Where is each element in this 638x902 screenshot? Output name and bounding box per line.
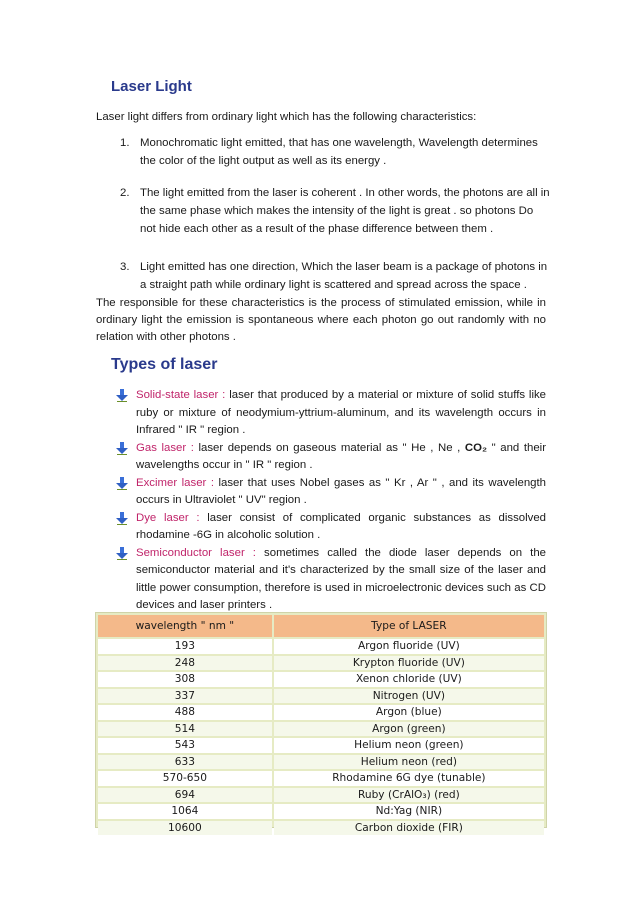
list-text: Light emitted has one direction, Which the laser beam is a package of photons in a straight path while ordinary light is scattered and spread across the space . [140, 261, 548, 291]
table-row [98, 755, 544, 770]
list-item [116, 387, 546, 440]
table-row [98, 738, 544, 753]
laser-wavelength-table [95, 612, 547, 834]
laser-type-description: laser that uses Nobel gases as " Kr , Ar " , and its wavelength occurs in Ultraviolet " UV" region . [136, 476, 547, 506]
laser-type-cell: Rhodamine 6G dye (tunable) [274, 771, 544, 786]
list-number: 3. [120, 261, 130, 273]
laser-type-description: sometimes called the diode laser depends on the semiconductor material and it's characterized by the small size of the laser and little power consumption, therefore is used in microelectronic devices such as CD devices and laser printers . [136, 546, 546, 611]
list-item [120, 184, 550, 238]
laser-type-term: Gas laser : [136, 441, 194, 454]
body-paragraph: The responsible for these characteristics is the process of stimulated emission, while in ordinary light the emission is spontaneous where each photon go out randomly with no relation with other photons . [96, 297, 546, 343]
wavelength-cell: 308 [98, 672, 272, 687]
wavelength-cell: 694 [98, 788, 272, 803]
table-row [98, 804, 544, 819]
list-item [120, 134, 550, 170]
list-item [116, 510, 546, 545]
down-arrow-bullet-icon [116, 477, 128, 490]
laser-type-term: Excimer laser : [136, 476, 214, 489]
laser-type-term: Solid-state laser : [136, 389, 226, 401]
table-row [98, 672, 544, 687]
table-row [98, 639, 544, 654]
laser-type-term: Semiconductor laser : [136, 546, 256, 559]
laser-type-cell: Krypton fluoride (UV) [274, 656, 544, 671]
table-row [98, 705, 544, 720]
table-row [98, 656, 544, 671]
laser-type-cell: Nd:Yag (NIR) [274, 804, 544, 819]
laser-type-cell: Carbon dioxide (FIR) [274, 821, 544, 836]
wavelength-cell: 543 [98, 738, 272, 753]
list-number: 1. [120, 137, 130, 149]
table-row [98, 771, 544, 786]
table-row [98, 722, 544, 737]
table-header-wavelength: wavelength " nm " [98, 615, 272, 637]
list-item [116, 440, 546, 475]
laser-type-term: Dye laser : [136, 511, 200, 524]
list-item [120, 258, 550, 294]
wavelength-cell: 570-650 [98, 771, 272, 786]
laser-type-cell: Nitrogen (UV) [274, 689, 544, 704]
down-arrow-bullet-icon [116, 389, 128, 402]
laser-type-description: laser depends on gaseous material as " He , Ne , [193, 441, 465, 454]
down-arrow-bullet-icon [116, 512, 128, 525]
wavelength-cell: 337 [98, 689, 272, 704]
wavelength-cell: 633 [98, 755, 272, 770]
wavelength-cell: 514 [98, 722, 272, 737]
laser-type-description: laser that produced by a material or mixture of solid stuffs like ruby or mixture of neodymium-yttrium-aluminum, and its wavelength occurs in Infrared " IR " region . [136, 389, 547, 436]
list-item [116, 545, 546, 615]
list-number: 2. [120, 187, 130, 199]
table-header-type: Type of LASER [274, 615, 544, 637]
section-heading: Types of laser [111, 356, 218, 373]
wavelength-cell: 248 [98, 656, 272, 671]
characteristics-list [120, 134, 550, 308]
table-row [98, 788, 544, 803]
list-item [116, 475, 546, 510]
wavelength-cell: 1064 [98, 804, 272, 819]
list-text: The light emitted from the laser is coherent . In other words, the photons are all in the same phase which makes the intensity of the light is great . so photons Do not hide each other as a result of the phase difference between them . [140, 187, 550, 235]
laser-type-cell: Ruby (CrAlO₃) (red) [274, 788, 544, 803]
wavelength-cell: 10600 [98, 821, 272, 836]
laser-type-cell: Argon fluoride (UV) [274, 639, 544, 654]
laser-types-list [116, 387, 546, 615]
laser-type-cell: Argon (green) [274, 722, 544, 737]
page-title: Laser Light [111, 78, 192, 95]
down-arrow-bullet-icon [116, 442, 128, 455]
list-text: Monochromatic light emitted, that has one wavelength, Wavelength determines the color of the light output as well as its energy . [140, 137, 538, 167]
wavelength-cell: 193 [98, 639, 272, 654]
co2-formula: CO₂ [464, 441, 488, 454]
laser-type-description: " and their wavelengths occur in " IR " region . [136, 441, 546, 471]
down-arrow-bullet-icon [116, 547, 128, 560]
laser-type-cell: Helium neon (green) [274, 738, 544, 753]
laser-type-cell: Xenon chloride (UV) [274, 672, 544, 687]
laser-type-description: laser consist of complicated organic substances as dissolved rhodamine -6G in alcoholic solution . [136, 511, 546, 541]
intro-text: Laser light differs from ordinary light which has the following characteristics: [96, 111, 477, 123]
laser-type-cell: Helium neon (red) [274, 755, 544, 770]
table-row [98, 689, 544, 704]
laser-type-cell: Argon (blue) [274, 705, 544, 720]
table-row [98, 821, 544, 836]
wavelength-cell: 488 [98, 705, 272, 720]
